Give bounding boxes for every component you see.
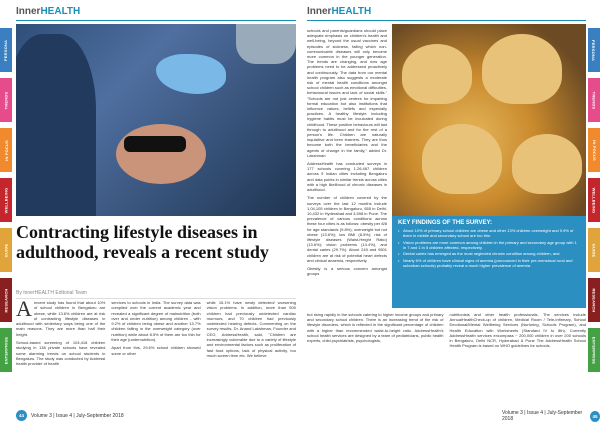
brand-highlight: HEALTH — [40, 6, 81, 17]
section-tab-label: RESEARCH — [591, 287, 597, 313]
body-column-1 — [16, 296, 106, 408]
muffin-shape — [422, 124, 502, 194]
section-tab-label: WELLBEING — [591, 187, 597, 213]
photo-child-face — [116, 124, 206, 184]
section-tab-label: TRENDS — [591, 91, 597, 109]
footer-right — [502, 410, 600, 422]
section-tab-label: RESEARCH — [3, 287, 9, 313]
right-bottom-columns — [307, 312, 586, 348]
body-paragraph: while 15.1% have newly detected/ worsening vision problems. In addition, more than 500 children had previously undetected cardiac murmurs, and 70 children had previously undetected hearing defects. Commenting on the survey results, Dr. Anand Lakshman, Founder and CEO, AddressHealth, said, "Children are increasingly vulnerable due to a variety of lifestyle and environmental factors such as proliferation of fast food options, lack of physical activity, too much screen time etc. We believe — [206, 300, 296, 358]
muffin-shape — [482, 34, 562, 104]
section-tab-in-focus[interactable] — [0, 128, 12, 172]
section-tab-guide[interactable] — [588, 228, 600, 272]
section-tab-label: IN FOCUS — [3, 139, 9, 161]
photo-nurse-figure — [16, 34, 96, 216]
key-findings-list — [398, 228, 580, 268]
section-tab-persona[interactable] — [588, 28, 600, 72]
brand-logo-left — [16, 6, 80, 17]
brand-prefix: Inner — [16, 6, 41, 17]
section-tab-trends[interactable] — [588, 78, 600, 122]
key-finding-item: • Nearly 6% of children have clinical signs of anemia (pronounced in their pre-menstrual rural and suburban schools) probably reveal a much higher prevalence of anemia. — [398, 258, 580, 268]
section-tab-label: GUIDE — [3, 243, 9, 257]
section-tab-label: IN FOCUS — [591, 139, 597, 161]
section-tab-guide[interactable] — [0, 228, 12, 272]
section-tab-enterprise[interactable] — [588, 328, 600, 372]
section-tabs-right — [588, 28, 600, 378]
header-rule-right — [307, 20, 586, 21]
issue-info: Volume 3 | Issue 4 | July-September 2018 — [31, 412, 124, 419]
section-tab-enterprise[interactable] — [0, 328, 12, 372]
muffin-shape — [512, 134, 582, 194]
photo-dental-lamp — [236, 24, 296, 64]
section-tab-label: ENTERPRISE — [591, 336, 597, 364]
section-tab-label: PERSONA — [3, 39, 9, 61]
section-tab-label: PERSONA — [591, 39, 597, 61]
body-paragraph: School-based screening of 104,418 children studying in 138 private schools have revealed some alarming trends on school students in Bengaluru. The study was conducted by Addressl health provider of health — [16, 340, 106, 367]
brand-logo-right — [307, 6, 371, 17]
brand-highlight: HEALTH — [331, 6, 372, 17]
muffin-photo — [392, 24, 586, 216]
body-paragraph: The number of children covered by the surveys over the last 12 months include 1,04,105 children in Bengaluru, 655 in Delhi, 10,432 in Hyderabad and 3,598 in Pune. The prevalence of various conditions across these four cities is as follows: obesity per 8/8 for age standards (9.8%); overweight but not obese (13.6%); low BMI (8.5%); risk of lifestyle diseases (Waist-Height Ratio) (13.6%); vision problems (14.4%), and dental caries (29.7%). About 249 and 9501 children are at risk of potential heart defects and clinical anaemia, respectively. — [307, 195, 387, 263]
body-paragraph: recent study has found that about 10% of school children in Bengaluru are obese, while 13.6% children are at risk of contracting lifestyle diseases in adulthood with sedentary ways being one of the main reasons. They are more than half their height. — [16, 300, 106, 337]
photo-child-glasses — [124, 136, 186, 152]
key-finding-item: • Vision problems are more common among children in the primary and secondary age group with 1 in 7 and 1 in 5 children affected, respectively. — [398, 240, 580, 250]
article-byline: By InnerHEALTH Editorial Team — [16, 290, 296, 299]
section-tab-in-focus[interactable] — [588, 128, 600, 172]
key-finding-item: • Dental caries has emerged as the most neglected chronic condition among children, and — [398, 251, 580, 256]
header-rule-left — [16, 20, 296, 21]
section-tab-persona[interactable] — [0, 28, 12, 72]
article-title: Contracting lifestyle diseases in adulthood, reveals a recent study — [16, 222, 269, 262]
left-body-columns — [16, 296, 296, 408]
key-findings-heading: KEY FINDINGS OF THE SURVEY: — [398, 220, 493, 226]
section-tab-wellbeing[interactable] — [588, 178, 600, 222]
body-column: nutritionists and other health professionals. The services include AnnualHealthCheck-up of children, Medical Room / Tele-Infirmary, School Emotional/Mental Wellbeing Services (Nurturing, Schools Program), and Health Education with Worksheets (Standard IV to 8th). Currently AddressHealth services encompass ~ 200,000 children in over 200 schools in Bengaluru, Delhi NCR, Hyderabad & Pune The AddressHealth School Health Program is based on WHO guidelines for schools. — [449, 312, 586, 349]
key-finding-item: • About 10% of primary school children are obese and other 13% children overweight and 9.9% of them in middle and secondary school are too thin. — [398, 228, 580, 238]
muffin-shape — [402, 44, 472, 104]
article-photo — [16, 24, 296, 216]
footer-left — [16, 410, 124, 421]
section-tab-wellbeing[interactable] — [0, 178, 12, 222]
photo-glove — [156, 54, 226, 94]
body-paragraph: AddressHealth has conducted surveys in 177 schools covering 1,26,467 children across 9 Indian cities including Bengaluru and data points in similar trends across cities with a high likelihood of chronic diseases in adulthood. — [307, 161, 387, 193]
drop-cap: A — [16, 296, 32, 321]
key-findings-box — [392, 216, 586, 308]
brand-prefix: Inner — [307, 6, 332, 17]
right-body-column — [307, 28, 387, 279]
body-paragraph: services to schools in India. The survey data was compiled over the current academic year and revealed a significant degree of malnutrition (both over and under nutrition) among children - with 9.2% of children being obese and another 13.7% children falling in the overweight category (over nutrition) while about 8.5% of them are too thin for their age (undernutrition). — [111, 300, 201, 343]
section-tab-trends[interactable] — [0, 78, 12, 122]
section-tab-research[interactable] — [0, 278, 12, 322]
body-paragraph: schools and parents/guardians should place adequate emphasis on children's health and well-being, beyond the usual vaccines and episodes of sickness, failing which non-communicable diseases will only become more common in the younger generation. The trends are changing, and now age problems need to be addressed proactively and continuously. The data from our mental health program also suggests a moderate risk of mental health conditions amongst school children such as emotional difficulties, behavioural issues and lack of social skills." "Schools are not just centres for imparting formal education but also institutions that influence values, beliefs and especially practices. A healthy lifestyle including hygiene habits must be inculcated during childhood. These positive behaviours will last through to adulthood and for the rest of a person's life. Children are naturally inquisitive and keen learners. They are thus become both the beneficiaries and the agents of change in the family," added Dr. Lakshman. — [307, 28, 387, 158]
section-tab-label: WELLBEING — [3, 187, 9, 213]
body-paragraph: Obesity is a serious concern amongst groups — [307, 265, 387, 277]
section-tab-label: ENTERPRISE — [3, 336, 9, 364]
section-tabs-left — [0, 28, 12, 378]
section-tab-research[interactable] — [588, 278, 600, 322]
issue-info: Volume 3 | Issue 4 | July-September 2018 — [502, 410, 583, 422]
page-number: 45 — [590, 411, 600, 422]
body-paragraph: Apart from this, 29.6% school children showed some or other — [111, 345, 201, 356]
page-number: 44 — [16, 410, 27, 421]
body-column-2 — [111, 300, 200, 408]
body-column-3 — [207, 300, 296, 408]
body-column: but rising rapidly in the schools catering to higher income groups and primary and secondary school children. There is an increasing trend of the risk of lifestyle disorders, which is reflected in the significant percentage of children with a higher than recommended waist-to-height ratio. AddressHealth's school health services are designed by a team of pediatricians, public health experts, child psychiatrists, psychologists, — [307, 312, 444, 344]
section-tab-label: TRENDS — [3, 91, 9, 109]
section-tab-label: GUIDE — [591, 243, 597, 257]
